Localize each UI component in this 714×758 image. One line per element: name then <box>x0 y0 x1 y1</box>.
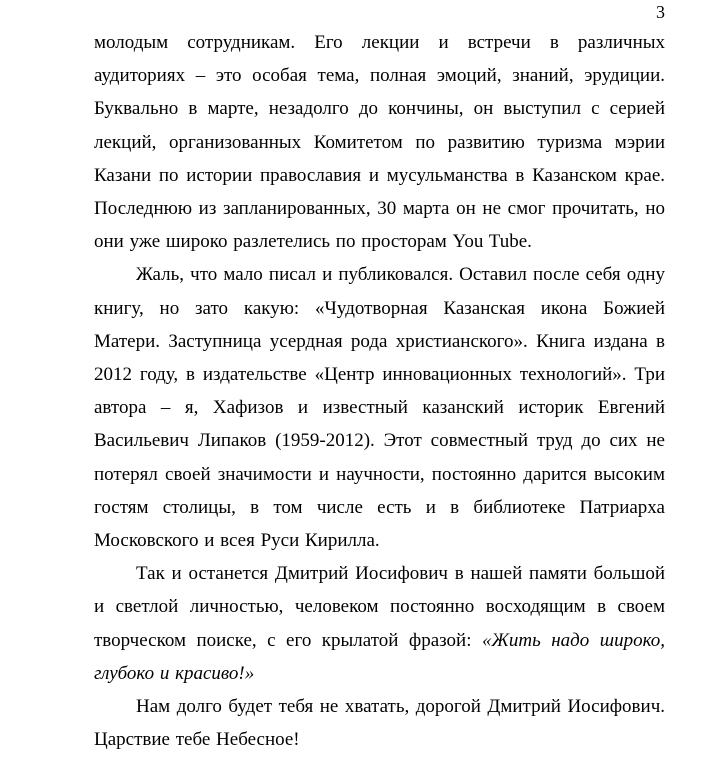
paragraph-text: Нам долго будет тебя не хватать, дорогой Дмитрий Иосифович. Царствие тебе Небесное! <box>94 696 665 751</box>
paragraph <box>94 258 665 557</box>
paragraph <box>94 26 665 258</box>
document-body <box>94 26 665 756</box>
paragraph-text: Жаль, что мало писал и публиковался. Оставил после себя одну книгу, но зато какую: «Чудотворная Казанская икона Божией Матери. Заступница усердная рода христианского». Книга издана в 2012 году, в издательстве «Центр инновационных технологий». Три автора – я, Хафизов и известный казанский историк Евгений Васильевич Липаков (1959-2012). Этот совместный труд до сих не потерял своей значимости и научности, постоянно дарится высоким гостям столицы, в том числе есть и в библиотеке Патриарха Московского и всея Руси Кирилла. <box>94 264 665 552</box>
paragraph-text: молодым сотрудникам. Его лекции и встречи в различных аудиториях – это особая тема, полная эмоций, знаний, эрудиции. Буквально в марте, незадолго до кончины, он выступил с серией лекций, организованных Комитетом по развитию туризма мэрии Казани по истории православия и мусульманства в Казанском крае. Последнюю из запланированных, 30 марта он не смог прочитать, но они уже широко разлетелись по просторам You Tube. <box>94 32 665 253</box>
page-number: 3 <box>656 2 665 22</box>
quote-italic-text: «Жить надо широко, глубоко и красиво!» <box>94 629 665 684</box>
paragraph-text: Так и останется Дмитрий Иосифович в нашей памяти большой и светлой личностью, человеком постоянно восходящим в своем творческом поиске, с его крылатой фразой: <box>94 563 665 651</box>
paragraph <box>94 690 665 756</box>
paragraph <box>94 557 665 690</box>
